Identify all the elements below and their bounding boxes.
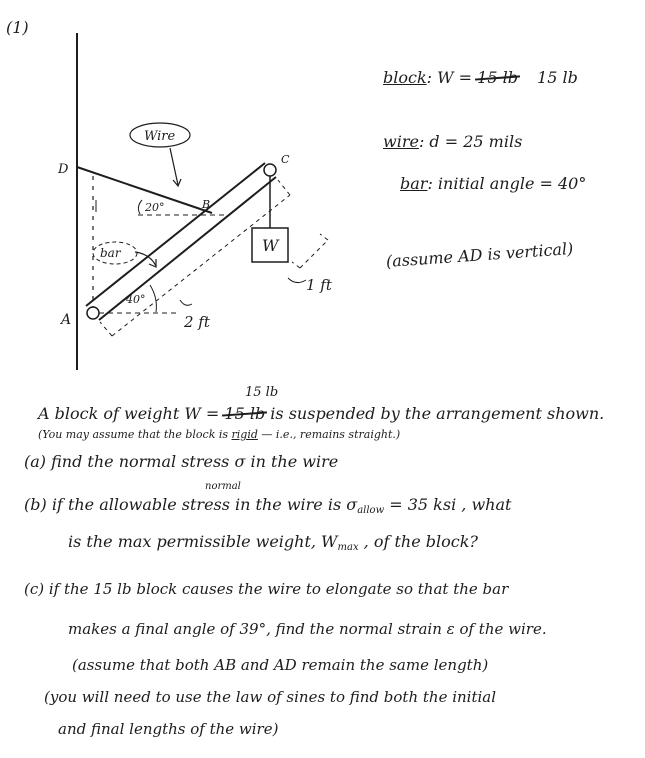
part-b-line2-sub: max <box>337 542 359 553</box>
label-1ft: 1 ft <box>306 276 332 294</box>
part-c-line1: (c) if the 15 lb block causes the wire to elongate so that the bar <box>24 580 509 598</box>
problem-number: (1) <box>6 18 29 37</box>
part-c-line3: (assume that both AB and AD remain the same length) <box>72 656 489 674</box>
part-b-insert: normal <box>205 481 241 492</box>
statement-line2-rigid: rigid <box>231 428 258 441</box>
statement-line1-a: A block of weight W = <box>38 404 220 423</box>
given-wire-line <box>383 132 522 151</box>
given-block-prefix: : W = <box>426 68 473 87</box>
statement-weight-insert: 15 lb <box>245 385 279 400</box>
wire-arrow <box>170 148 178 185</box>
statement-line1-b: is suspended by the arrangement shown. <box>270 404 605 423</box>
label-d: D <box>58 162 69 177</box>
statement-line2-a: (You may assume that the block is <box>38 428 229 441</box>
part-c-line2: makes a final angle of 39°, find the normal strain ε of the wire. <box>68 620 547 638</box>
part-b-line1 <box>24 495 511 516</box>
given-block-old-weight: 15 lb <box>477 68 518 87</box>
given-bar-value: : initial angle = 40° <box>427 174 587 193</box>
part-a: (a) find the normal stress σ in the wire <box>24 452 339 471</box>
statement-line2-b: — i.e., remains straight.) <box>261 428 401 441</box>
label-angle20: 20° <box>145 201 165 214</box>
dim-1ft <box>292 234 328 268</box>
label-b: B <box>202 198 211 211</box>
given-wire-label: wire <box>383 132 419 151</box>
part-b-line1-b: = 35 ksi , what <box>384 495 512 514</box>
given-block-line <box>383 68 578 87</box>
given-block-weight: 15 lb <box>537 68 578 87</box>
label-a: A <box>61 312 72 328</box>
given-bar-label: bar <box>400 174 428 193</box>
label-angle40: 40° <box>126 293 146 306</box>
pin-c <box>264 164 276 176</box>
part-b-line2-a: is the max permissible weight, W <box>68 532 338 551</box>
label-w: W <box>262 236 279 255</box>
statement-line1-old: 15 lb <box>224 404 266 423</box>
angle20-arc <box>138 200 142 214</box>
label-c: C <box>281 153 290 166</box>
part-b-line2 <box>68 532 478 553</box>
bar-upper <box>86 163 265 306</box>
statement-line2 <box>38 428 400 441</box>
label-2ft: 2 ft <box>184 313 210 331</box>
part-b-line2-b: , of the block? <box>358 532 479 551</box>
label-wire: Wire <box>144 129 176 144</box>
pin-a <box>87 307 99 319</box>
angle40-arc <box>150 285 156 312</box>
part-c-line4: (you will need to use the law of sines to find both the initial <box>44 688 497 706</box>
given-block-label: block <box>383 68 427 87</box>
part-b-line1-sub: allow <box>357 505 385 516</box>
part-b-line1-a: (b) if the allowable stress in the wire is σ <box>24 495 358 514</box>
statement-line1 <box>38 404 604 423</box>
label-bar: bar <box>100 246 121 260</box>
part-c-line5: and final lengths of the wire) <box>58 720 279 738</box>
given-bar-line <box>400 174 586 193</box>
given-assumption: (assume AD is vertical) <box>385 238 574 271</box>
given-wire-value: : d = 25 mils <box>418 132 523 151</box>
